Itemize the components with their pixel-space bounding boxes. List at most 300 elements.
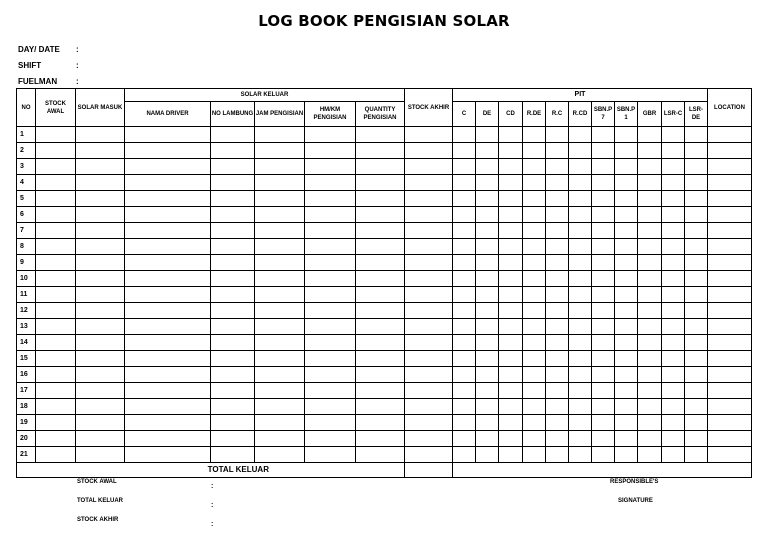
entry-cell[interactable] xyxy=(125,415,211,431)
entry-cell[interactable] xyxy=(356,159,405,175)
entry-cell[interactable] xyxy=(76,367,125,383)
entry-cell[interactable] xyxy=(36,175,76,191)
entry-cell[interactable] xyxy=(662,367,685,383)
entry-cell[interactable] xyxy=(36,271,76,287)
entry-cell[interactable] xyxy=(638,127,662,143)
entry-cell[interactable] xyxy=(76,399,125,415)
entry-cell[interactable] xyxy=(592,191,615,207)
entry-cell[interactable] xyxy=(638,303,662,319)
entry-cell[interactable] xyxy=(499,351,523,367)
entry-cell[interactable] xyxy=(638,191,662,207)
entry-cell[interactable] xyxy=(708,303,752,319)
entry-cell[interactable] xyxy=(499,367,523,383)
entry-cell[interactable] xyxy=(36,319,76,335)
entry-cell[interactable] xyxy=(125,255,211,271)
entry-cell[interactable] xyxy=(356,223,405,239)
entry-cell[interactable] xyxy=(662,303,685,319)
entry-cell[interactable] xyxy=(499,207,523,223)
entry-cell[interactable] xyxy=(499,175,523,191)
entry-cell[interactable] xyxy=(211,367,255,383)
entry-cell[interactable] xyxy=(615,351,638,367)
entry-cell[interactable] xyxy=(685,207,708,223)
entry-cell[interactable] xyxy=(685,303,708,319)
entry-cell[interactable] xyxy=(499,431,523,447)
entry-cell[interactable] xyxy=(662,143,685,159)
entry-cell[interactable] xyxy=(125,319,211,335)
entry-cell[interactable] xyxy=(523,175,546,191)
entry-cell[interactable] xyxy=(499,239,523,255)
entry-cell[interactable] xyxy=(255,415,305,431)
entry-cell[interactable] xyxy=(685,351,708,367)
entry-cell[interactable] xyxy=(356,335,405,351)
entry-cell[interactable] xyxy=(211,239,255,255)
entry-cell[interactable] xyxy=(546,431,569,447)
entry-cell[interactable] xyxy=(569,431,592,447)
entry-cell[interactable] xyxy=(546,399,569,415)
entry-cell[interactable] xyxy=(662,415,685,431)
entry-cell[interactable] xyxy=(685,399,708,415)
entry-cell[interactable] xyxy=(453,319,476,335)
entry-cell[interactable] xyxy=(569,175,592,191)
entry-cell[interactable] xyxy=(523,447,546,463)
entry-cell[interactable] xyxy=(523,287,546,303)
entry-cell[interactable] xyxy=(569,447,592,463)
entry-cell[interactable] xyxy=(685,287,708,303)
entry-cell[interactable] xyxy=(638,223,662,239)
entry-cell[interactable] xyxy=(685,367,708,383)
entry-cell[interactable] xyxy=(638,447,662,463)
total-keluar-value[interactable] xyxy=(405,463,453,478)
entry-cell[interactable] xyxy=(476,223,499,239)
entry-cell[interactable] xyxy=(76,271,125,287)
entry-cell[interactable] xyxy=(592,239,615,255)
entry-cell[interactable] xyxy=(125,287,211,303)
entry-cell[interactable] xyxy=(76,207,125,223)
entry-cell[interactable] xyxy=(685,271,708,287)
entry-cell[interactable] xyxy=(662,271,685,287)
entry-cell[interactable] xyxy=(356,207,405,223)
entry-cell[interactable] xyxy=(476,287,499,303)
entry-cell[interactable] xyxy=(523,143,546,159)
entry-cell[interactable] xyxy=(569,383,592,399)
entry-cell[interactable] xyxy=(499,447,523,463)
entry-cell[interactable] xyxy=(211,159,255,175)
entry-cell[interactable] xyxy=(476,143,499,159)
entry-cell[interactable] xyxy=(305,223,356,239)
entry-cell[interactable] xyxy=(685,143,708,159)
entry-cell[interactable] xyxy=(36,127,76,143)
entry-cell[interactable] xyxy=(76,223,125,239)
entry-cell[interactable] xyxy=(592,223,615,239)
entry-cell[interactable] xyxy=(476,303,499,319)
entry-cell[interactable] xyxy=(685,447,708,463)
entry-cell[interactable] xyxy=(499,399,523,415)
entry-cell[interactable] xyxy=(592,287,615,303)
entry-cell[interactable] xyxy=(523,191,546,207)
entry-cell[interactable] xyxy=(523,127,546,143)
entry-cell[interactable] xyxy=(211,303,255,319)
entry-cell[interactable] xyxy=(476,319,499,335)
entry-cell[interactable] xyxy=(76,335,125,351)
entry-cell[interactable] xyxy=(125,191,211,207)
entry-cell[interactable] xyxy=(453,175,476,191)
entry-cell[interactable] xyxy=(36,351,76,367)
entry-cell[interactable] xyxy=(638,239,662,255)
entry-cell[interactable] xyxy=(523,335,546,351)
entry-cell[interactable] xyxy=(546,143,569,159)
entry-cell[interactable] xyxy=(356,239,405,255)
entry-cell[interactable] xyxy=(708,255,752,271)
entry-cell[interactable] xyxy=(662,431,685,447)
entry-cell[interactable] xyxy=(356,447,405,463)
entry-cell[interactable] xyxy=(476,255,499,271)
entry-cell[interactable] xyxy=(305,351,356,367)
entry-cell[interactable] xyxy=(592,351,615,367)
entry-cell[interactable] xyxy=(546,175,569,191)
entry-cell[interactable] xyxy=(125,159,211,175)
entry-cell[interactable] xyxy=(638,431,662,447)
entry-cell[interactable] xyxy=(662,239,685,255)
entry-cell[interactable] xyxy=(255,271,305,287)
entry-cell[interactable] xyxy=(708,223,752,239)
entry-cell[interactable] xyxy=(662,191,685,207)
entry-cell[interactable] xyxy=(662,175,685,191)
entry-cell[interactable] xyxy=(305,383,356,399)
entry-cell[interactable] xyxy=(685,431,708,447)
entry-cell[interactable] xyxy=(569,127,592,143)
entry-cell[interactable] xyxy=(592,367,615,383)
entry-cell[interactable] xyxy=(685,255,708,271)
entry-cell[interactable] xyxy=(499,287,523,303)
entry-cell[interactable] xyxy=(569,303,592,319)
entry-cell[interactable] xyxy=(36,159,76,175)
entry-cell[interactable] xyxy=(211,431,255,447)
entry-cell[interactable] xyxy=(523,159,546,175)
entry-cell[interactable] xyxy=(708,319,752,335)
entry-cell[interactable] xyxy=(356,143,405,159)
entry-cell[interactable] xyxy=(523,255,546,271)
entry-cell[interactable] xyxy=(615,303,638,319)
entry-cell[interactable] xyxy=(476,159,499,175)
entry-cell[interactable] xyxy=(76,303,125,319)
entry-cell[interactable] xyxy=(476,271,499,287)
entry-cell[interactable] xyxy=(405,367,453,383)
entry-cell[interactable] xyxy=(453,383,476,399)
entry-cell[interactable] xyxy=(255,399,305,415)
entry-cell[interactable] xyxy=(592,143,615,159)
entry-cell[interactable] xyxy=(662,335,685,351)
entry-cell[interactable] xyxy=(615,255,638,271)
entry-cell[interactable] xyxy=(592,271,615,287)
entry-cell[interactable] xyxy=(592,383,615,399)
entry-cell[interactable] xyxy=(662,351,685,367)
entry-cell[interactable] xyxy=(211,319,255,335)
entry-cell[interactable] xyxy=(405,399,453,415)
entry-cell[interactable] xyxy=(405,255,453,271)
entry-cell[interactable] xyxy=(662,399,685,415)
entry-cell[interactable] xyxy=(499,127,523,143)
entry-cell[interactable] xyxy=(546,191,569,207)
entry-cell[interactable] xyxy=(499,159,523,175)
entry-cell[interactable] xyxy=(255,127,305,143)
entry-cell[interactable] xyxy=(638,255,662,271)
entry-cell[interactable] xyxy=(708,431,752,447)
entry-cell[interactable] xyxy=(125,431,211,447)
entry-cell[interactable] xyxy=(356,191,405,207)
entry-cell[interactable] xyxy=(615,399,638,415)
entry-cell[interactable] xyxy=(356,367,405,383)
entry-cell[interactable] xyxy=(305,367,356,383)
entry-cell[interactable] xyxy=(36,447,76,463)
entry-cell[interactable] xyxy=(523,303,546,319)
entry-cell[interactable] xyxy=(685,383,708,399)
entry-cell[interactable] xyxy=(569,191,592,207)
entry-cell[interactable] xyxy=(569,239,592,255)
entry-cell[interactable] xyxy=(305,335,356,351)
entry-cell[interactable] xyxy=(125,447,211,463)
entry-cell[interactable] xyxy=(453,351,476,367)
entry-cell[interactable] xyxy=(453,127,476,143)
entry-cell[interactable] xyxy=(405,415,453,431)
entry-cell[interactable] xyxy=(615,287,638,303)
entry-cell[interactable] xyxy=(615,239,638,255)
entry-cell[interactable] xyxy=(523,367,546,383)
entry-cell[interactable] xyxy=(708,399,752,415)
entry-cell[interactable] xyxy=(211,335,255,351)
entry-cell[interactable] xyxy=(569,159,592,175)
entry-cell[interactable] xyxy=(255,191,305,207)
entry-cell[interactable] xyxy=(125,239,211,255)
entry-cell[interactable] xyxy=(615,127,638,143)
entry-cell[interactable] xyxy=(592,431,615,447)
entry-cell[interactable] xyxy=(255,207,305,223)
entry-cell[interactable] xyxy=(453,239,476,255)
entry-cell[interactable] xyxy=(662,383,685,399)
entry-cell[interactable] xyxy=(305,303,356,319)
entry-cell[interactable] xyxy=(569,335,592,351)
entry-cell[interactable] xyxy=(36,287,76,303)
entry-cell[interactable] xyxy=(76,239,125,255)
entry-cell[interactable] xyxy=(569,319,592,335)
entry-cell[interactable] xyxy=(255,159,305,175)
entry-cell[interactable] xyxy=(546,127,569,143)
entry-cell[interactable] xyxy=(356,303,405,319)
entry-cell[interactable] xyxy=(405,303,453,319)
entry-cell[interactable] xyxy=(638,367,662,383)
entry-cell[interactable] xyxy=(662,447,685,463)
entry-cell[interactable] xyxy=(638,143,662,159)
entry-cell[interactable] xyxy=(76,319,125,335)
entry-cell[interactable] xyxy=(125,303,211,319)
entry-cell[interactable] xyxy=(615,207,638,223)
entry-cell[interactable] xyxy=(453,143,476,159)
entry-cell[interactable] xyxy=(708,367,752,383)
entry-cell[interactable] xyxy=(211,447,255,463)
entry-cell[interactable] xyxy=(523,399,546,415)
entry-cell[interactable] xyxy=(36,399,76,415)
entry-cell[interactable] xyxy=(476,447,499,463)
entry-cell[interactable] xyxy=(356,271,405,287)
entry-cell[interactable] xyxy=(453,399,476,415)
entry-cell[interactable] xyxy=(211,143,255,159)
entry-cell[interactable] xyxy=(708,383,752,399)
entry-cell[interactable] xyxy=(638,399,662,415)
entry-cell[interactable] xyxy=(638,319,662,335)
entry-cell[interactable] xyxy=(476,207,499,223)
entry-cell[interactable] xyxy=(356,255,405,271)
entry-cell[interactable] xyxy=(36,415,76,431)
entry-cell[interactable] xyxy=(305,319,356,335)
entry-cell[interactable] xyxy=(499,415,523,431)
entry-cell[interactable] xyxy=(592,255,615,271)
entry-cell[interactable] xyxy=(125,335,211,351)
entry-cell[interactable] xyxy=(546,335,569,351)
entry-cell[interactable] xyxy=(211,255,255,271)
entry-cell[interactable] xyxy=(255,143,305,159)
entry-cell[interactable] xyxy=(405,335,453,351)
entry-cell[interactable] xyxy=(638,351,662,367)
entry-cell[interactable] xyxy=(708,239,752,255)
entry-cell[interactable] xyxy=(615,335,638,351)
entry-cell[interactable] xyxy=(615,191,638,207)
entry-cell[interactable] xyxy=(255,303,305,319)
entry-cell[interactable] xyxy=(211,399,255,415)
entry-cell[interactable] xyxy=(211,351,255,367)
entry-cell[interactable] xyxy=(499,271,523,287)
entry-cell[interactable] xyxy=(685,191,708,207)
entry-cell[interactable] xyxy=(546,239,569,255)
entry-cell[interactable] xyxy=(638,207,662,223)
entry-cell[interactable] xyxy=(569,351,592,367)
entry-cell[interactable] xyxy=(453,431,476,447)
entry-cell[interactable] xyxy=(615,175,638,191)
entry-cell[interactable] xyxy=(405,271,453,287)
entry-cell[interactable] xyxy=(211,415,255,431)
entry-cell[interactable] xyxy=(255,431,305,447)
entry-cell[interactable] xyxy=(305,175,356,191)
entry-cell[interactable] xyxy=(305,207,356,223)
entry-cell[interactable] xyxy=(662,159,685,175)
entry-cell[interactable] xyxy=(36,239,76,255)
entry-cell[interactable] xyxy=(476,191,499,207)
entry-cell[interactable] xyxy=(453,207,476,223)
entry-cell[interactable] xyxy=(305,431,356,447)
entry-cell[interactable] xyxy=(36,191,76,207)
entry-cell[interactable] xyxy=(76,143,125,159)
entry-cell[interactable] xyxy=(592,319,615,335)
entry-cell[interactable] xyxy=(453,447,476,463)
entry-cell[interactable] xyxy=(476,415,499,431)
entry-cell[interactable] xyxy=(685,239,708,255)
entry-cell[interactable] xyxy=(662,255,685,271)
entry-cell[interactable] xyxy=(523,271,546,287)
entry-cell[interactable] xyxy=(405,239,453,255)
entry-cell[interactable] xyxy=(453,223,476,239)
entry-cell[interactable] xyxy=(476,335,499,351)
entry-cell[interactable] xyxy=(685,415,708,431)
entry-cell[interactable] xyxy=(356,431,405,447)
entry-cell[interactable] xyxy=(76,447,125,463)
entry-cell[interactable] xyxy=(592,159,615,175)
entry-cell[interactable] xyxy=(499,303,523,319)
entry-cell[interactable] xyxy=(662,127,685,143)
entry-cell[interactable] xyxy=(569,415,592,431)
entry-cell[interactable] xyxy=(76,431,125,447)
entry-cell[interactable] xyxy=(569,255,592,271)
entry-cell[interactable] xyxy=(523,207,546,223)
entry-cell[interactable] xyxy=(305,255,356,271)
entry-cell[interactable] xyxy=(523,415,546,431)
entry-cell[interactable] xyxy=(356,175,405,191)
entry-cell[interactable] xyxy=(211,127,255,143)
entry-cell[interactable] xyxy=(76,415,125,431)
entry-cell[interactable] xyxy=(356,351,405,367)
entry-cell[interactable] xyxy=(405,223,453,239)
entry-cell[interactable] xyxy=(685,127,708,143)
entry-cell[interactable] xyxy=(255,175,305,191)
entry-cell[interactable] xyxy=(476,367,499,383)
entry-cell[interactable] xyxy=(76,351,125,367)
entry-cell[interactable] xyxy=(523,351,546,367)
entry-cell[interactable] xyxy=(305,415,356,431)
entry-cell[interactable] xyxy=(476,383,499,399)
entry-cell[interactable] xyxy=(662,319,685,335)
entry-cell[interactable] xyxy=(546,207,569,223)
entry-cell[interactable] xyxy=(615,159,638,175)
entry-cell[interactable] xyxy=(569,143,592,159)
entry-cell[interactable] xyxy=(546,223,569,239)
entry-cell[interactable] xyxy=(476,127,499,143)
entry-cell[interactable] xyxy=(708,191,752,207)
entry-cell[interactable] xyxy=(405,351,453,367)
entry-cell[interactable] xyxy=(499,255,523,271)
entry-cell[interactable] xyxy=(125,143,211,159)
entry-cell[interactable] xyxy=(255,255,305,271)
entry-cell[interactable] xyxy=(523,431,546,447)
entry-cell[interactable] xyxy=(405,159,453,175)
entry-cell[interactable] xyxy=(76,191,125,207)
entry-cell[interactable] xyxy=(76,127,125,143)
entry-cell[interactable] xyxy=(36,303,76,319)
entry-cell[interactable] xyxy=(405,431,453,447)
entry-cell[interactable] xyxy=(255,223,305,239)
entry-cell[interactable] xyxy=(356,127,405,143)
entry-cell[interactable] xyxy=(405,191,453,207)
entry-cell[interactable] xyxy=(305,287,356,303)
entry-cell[interactable] xyxy=(615,383,638,399)
entry-cell[interactable] xyxy=(615,223,638,239)
entry-cell[interactable] xyxy=(499,143,523,159)
entry-cell[interactable] xyxy=(305,239,356,255)
entry-cell[interactable] xyxy=(76,175,125,191)
entry-cell[interactable] xyxy=(546,271,569,287)
entry-cell[interactable] xyxy=(255,335,305,351)
entry-cell[interactable] xyxy=(405,175,453,191)
entry-cell[interactable] xyxy=(36,255,76,271)
entry-cell[interactable] xyxy=(125,367,211,383)
entry-cell[interactable] xyxy=(305,191,356,207)
entry-cell[interactable] xyxy=(476,239,499,255)
entry-cell[interactable] xyxy=(211,191,255,207)
entry-cell[interactable] xyxy=(569,399,592,415)
entry-cell[interactable] xyxy=(662,287,685,303)
entry-cell[interactable] xyxy=(125,271,211,287)
entry-cell[interactable] xyxy=(662,223,685,239)
entry-cell[interactable] xyxy=(125,383,211,399)
entry-cell[interactable] xyxy=(76,287,125,303)
entry-cell[interactable] xyxy=(546,319,569,335)
entry-cell[interactable] xyxy=(476,175,499,191)
